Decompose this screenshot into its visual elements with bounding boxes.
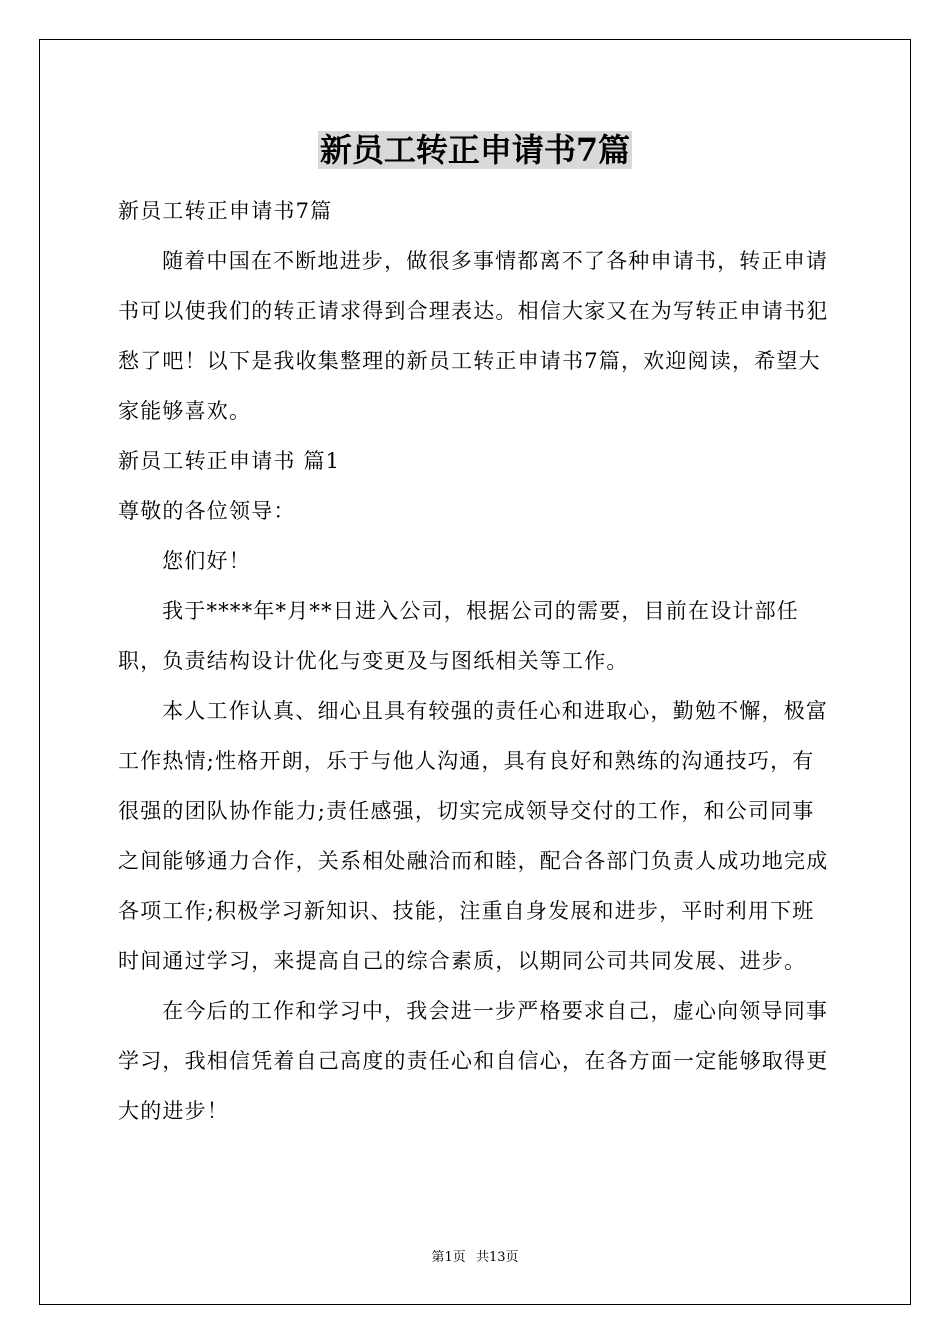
body-paragraph: 我于****年*月**日进入公司，根据公司的需要，目前在设计部任职，负责结构设计优化与变更及与图纸相关等工作。 — [118, 599, 799, 673]
body-paragraph: 在今后的工作和学习中，我会进一步严格要求自己，虚心向领导同事学习，我相信凭着自己高度的责任心和自信心，在各方面一定能够取得更大的进步！ — [118, 999, 829, 1123]
body-paragraph: 本人工作认真、细心且具有较强的责任心和进取心，勤勉不懈，极富工作热情;性格开朗，乐于与他人沟通，具有良好和熟练的沟通技巧，有很强的团队协作能力;责任感强，切实完成领导交付的工作，和公司同事之间能够通力合作，关系相处融洽而和睦，配合各部门负责人成功地完成各项工作;积极学习新知识、技能，注重自身发展和进步，平时利用下班时间通过学习，来提高自己的综合素质，以期同公司共同发展、进步。 — [118, 699, 829, 973]
page-total: 共13页 — [475, 1250, 519, 1265]
document-title — [118, 124, 832, 176]
page-footer — [0, 1246, 950, 1265]
document-body — [118, 124, 832, 1136]
section-heading: 新员工转正申请书 篇1 — [118, 449, 341, 473]
intro-paragraph: 随着中国在不断地进步，做很多事情都离不了各种申请书，转正申请书可以使我们的转正请求得到合理表达。相信大家又在为写转正申请书犯愁了吧！以下是我收集整理的新员工转正申请书7篇，欢迎阅读，希望大家能够喜欢。 — [118, 249, 829, 423]
greeting: 您们好！ — [162, 549, 251, 573]
document-subtitle: 新员工转正申请书7篇 — [118, 199, 333, 223]
page-number: 第1页 — [431, 1250, 466, 1265]
document-title-text: 新员工转正申请书7篇 — [319, 131, 631, 169]
salutation: 尊敬的各位领导： — [118, 499, 296, 523]
